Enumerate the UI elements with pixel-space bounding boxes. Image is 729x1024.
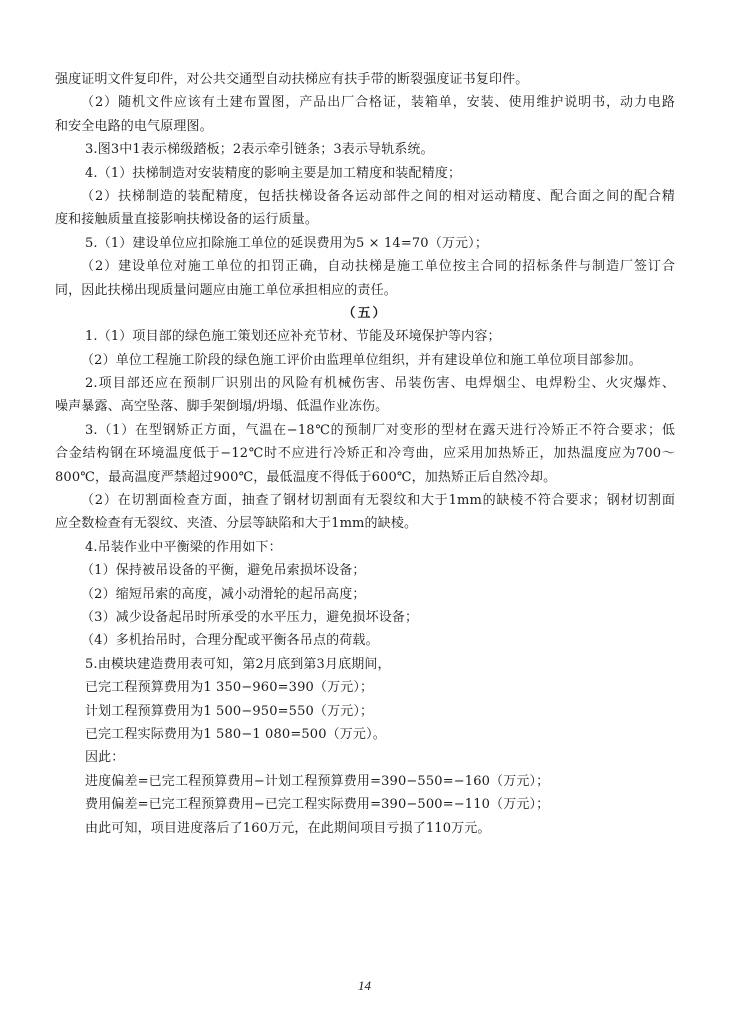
- text-line: 计划工程预算费用为1 500−950=550（万元）；: [85, 703, 374, 719]
- text-line: 费用偏差=已完工程预算费用−已完工程实际费用=390−500=−110（万元）；: [85, 797, 550, 813]
- text-line: 度和接触质量直接影响扶梯设备的运行质量。: [55, 212, 319, 228]
- text-line: （2）缩短吊索的高度，减小动滑轮的起吊高度；: [81, 586, 366, 602]
- text-line: 因此：: [85, 750, 125, 766]
- text-line: 已完工程预算费用为1 350−960=390（万元）；: [85, 680, 374, 696]
- text-line: 强度证明文件复印件，对公共交通型自动扶梯应有扶手带的断裂强度证书复印件。: [55, 72, 529, 87]
- text-line: 由此可知，项目进度落后了160万元，在此期间项目亏损了110万元。: [85, 820, 491, 836]
- document-body: [55, 68, 675, 840]
- text-line: 4.吊装作业中平衡梁的作用如下：: [85, 539, 282, 555]
- text-line: 5.（1）建设单位应扣除施工单位的延误费用为5 × 14=70（万元）；: [85, 235, 488, 251]
- text-line: （4）多机抬吊时，合理分配或平衡各吊点的荷载。: [81, 633, 379, 649]
- text-line: 3.（1）在型钢矫正方面，气温在−18℃的预制厂对变形的型材在露天进行冷矫正不符合要求；低: [85, 422, 675, 438]
- text-line: 800℃，最高温度严禁超过900℃，最低温度不得低于600℃，加热矫正后自然冷却。: [55, 469, 557, 485]
- text-line: 噪声暴露、高空坠落、脚手架倒塌/坍塌、低温作业冻伤。: [55, 399, 389, 415]
- text-line: 和安全电路的电气原理图。: [55, 118, 213, 134]
- text-line: （2）随机文件应该有土建布置图，产品出厂合格证，装箱单，安装、使用维护说明书，动力电路: [81, 95, 675, 111]
- text-line: 5.由模块建造费用表可知，第2月底到第3月底期间，: [85, 656, 391, 672]
- text-line: 已完工程实际费用为1 580−1 080=500（万元）。: [85, 726, 386, 742]
- text-line: 1.（1）项目部的绿色施工策划还应补充节材、节能及环境保护等内容；: [85, 329, 501, 345]
- section-heading: （五）: [342, 305, 388, 321]
- text-line: 应全数检查有无裂纹、夹渣、分层等缺陷和大于1mm的缺棱。: [55, 516, 418, 532]
- text-line: 进度偏差=已完工程预算费用−计划工程预算费用=390−550=−160（万元）；: [85, 773, 550, 789]
- text-line: （3）减少设备起吊时所承受的水平压力，避免损坏设备；: [81, 609, 419, 625]
- text-line: （2）单位工程施工阶段的绿色施工评价由监理单位组织，并有建设单位和施工单位项目部参加。: [81, 352, 642, 368]
- text-line: （2）建设单位对施工单位的扣罚正确，自动扶梯是施工单位按主合同的招标条件与制造厂签订合: [81, 259, 675, 275]
- text-line: 2.项目部还应在预制厂识别出的风险有机械伤害、吊装伤害、电焊烟尘、电焊粉尘、火灾爆炸、: [85, 376, 675, 392]
- page-number: 14: [358, 978, 371, 993]
- text-line: 4.（1）扶梯制造对安装精度的影响主要是加工精度和装配精度；: [85, 165, 462, 181]
- text-line: 3.图3中1表示梯级踏板；2表示牵引链条；3表示导轨系统。: [85, 142, 434, 158]
- text-line: 合金结构钢在环境温度低于−12℃时不应进行冷矫正和冷弯曲，应采用加热矫正，加热温度应为700～: [55, 446, 675, 462]
- text-line: 同，因此扶梯出现质量问题应由施工单位承担相应的责任。: [55, 282, 397, 298]
- text-line: （2）扶梯制造的装配精度，包括扶梯设备各运动部件之间的相对运动精度、配合面之间的配合精: [81, 188, 675, 204]
- text-line: （2）在切割面检查方面，抽查了钢材切割面有无裂纹和大于1mm的缺棱不符合要求；钢材切割面: [81, 493, 675, 509]
- text-line: （1）保持被吊设备的平衡，避免吊索损坏设备；: [81, 563, 366, 579]
